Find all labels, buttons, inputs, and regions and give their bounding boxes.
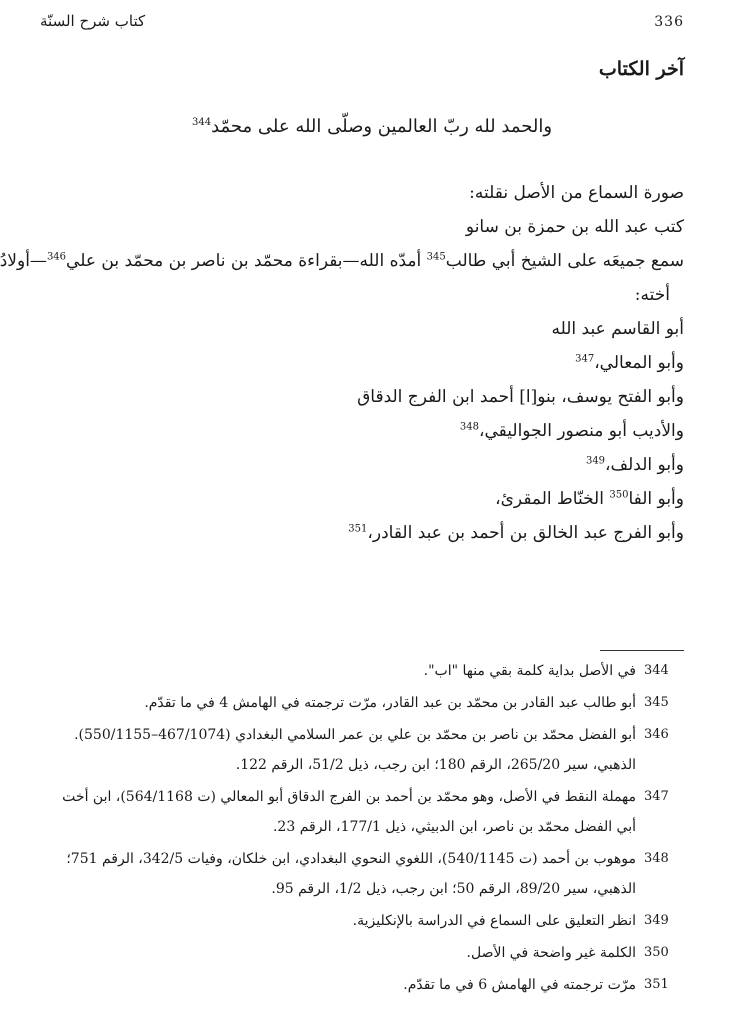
footnote [54,938,684,968]
footnote-ref: 347 [575,353,595,365]
footnote [54,782,684,842]
samaa-text [0,176,684,550]
footnote [54,970,684,1000]
footnote-ref: 345 [426,251,446,263]
name-text: وأبو الفرج عبد الخالق بن أحمد بن عبد القادر، [367,523,684,543]
footnote-text: مهملة النقط في الأصل، وهو محمّد بن أحمد بن الفرج الدقاق أبو المعالي (ت 564/1168)، ابن أخت أبي الفضل محمّد بن ناصر، ابن الدبيثي، ذيل 177/1، الرقم 23. [62,789,636,835]
body-line: أخته: [634,285,670,305]
footnote [54,906,684,936]
doxology-text: والحمد لله ربّ العالمين وصلّى الله على محمّد [211,116,553,137]
footnote-text: في الأصل بداية كلمة بقي منها "اب". [423,663,636,679]
footnote-ref: 349 [585,455,606,467]
body-text-segment: أمدّه الله—بقراءة محمّد بن ناصر بن محمّد بن علي [66,251,427,271]
name-text: وأبو المعالي، [594,353,684,373]
footnote-number: 344 [644,663,669,678]
footnote-text: مرّت ترجمته في الهامش 6 في ما تقدّم. [403,977,636,993]
footnote-number: 347 [644,789,669,804]
doxology-line [0,116,744,137]
footnote-ref: 351 [348,523,368,535]
name-line [54,414,684,448]
footnote-text: موهوب بن أحمد (ت 540/1145)، اللغوي النحوي البغدادي، ابن خلكان، وفيات 342/5، الرقم 751؛ الذهبي، سير 89/20، الرقم 50؛ ابن رجب، ذيل 1/2، الرقم 95. [66,851,636,897]
name-text: والأديب أبو منصور الجواليقي، [479,421,684,441]
footnote-ref: 350 [609,489,629,501]
name-line [54,380,684,414]
footnote-number: 346 [644,727,669,742]
footnote-ref: 348 [459,421,479,433]
footnote [54,844,684,904]
page-number: 336 [654,14,684,30]
footnotes [54,656,684,1002]
footnote-number: 349 [644,913,669,928]
footnote-text: أبو الفضل محمّد بن ناصر بن محمّد بن علي بن عمر السلامي البغدادي (467/1074–550/1155). الذهبي، سير 265/20، الرقم 180؛ ابن رجب، ذيل 51/2، الرقم 122. [74,727,636,773]
name-text: الخنّاط المقرئ، [495,489,610,509]
footnote-number: 345 [644,695,669,710]
footnote-number: 350 [644,945,669,960]
footnote-ref: 344 [191,117,212,128]
running-title: كتاب شرح السنّة [40,12,146,30]
name-line [54,448,684,482]
name-text: وأبو الفا [628,489,684,509]
body-text-segment: —أولادُ [0,251,47,271]
page-header [40,12,684,36]
name-line [54,312,684,346]
body-line [0,244,684,278]
name-line [54,482,684,516]
footnote [54,656,684,686]
footnote-text: انظر التعليق على السماع في الدراسة بالإنكليزية. [352,913,636,929]
body-line: كتب عبد الله بن حمزة بن سانو [465,217,684,237]
footnote-text: أبو طالب عبد القادر بن محمّد بن عبد القادر، مرّت ترجمته في الهامش 4 في ما تقدّم. [144,695,636,711]
body-line: صورة السماع من الأصل نقلته: [469,183,684,203]
footnote [54,688,684,718]
name-text: وأبو الدلف، [605,455,684,475]
footnote-text: الكلمة غير واضحة في الأصل. [466,945,636,961]
footnote-ref: 346 [46,251,67,263]
footnote-divider [600,650,684,651]
section-title: آخر الكتاب [598,58,684,80]
footnote-number: 351 [644,977,669,992]
name-text: أبو القاسم عبد الله [551,319,684,339]
name-text: وأبو الفتح يوسف، بنو[ا] أحمد ابن الفرج الدقاق [357,387,684,407]
body-text-segment: سمع جميعَه على الشيخ أبي طالب [445,251,684,271]
footnote [54,720,684,780]
footnote-number: 348 [644,851,669,866]
name-line [54,516,684,550]
name-line [54,346,684,380]
